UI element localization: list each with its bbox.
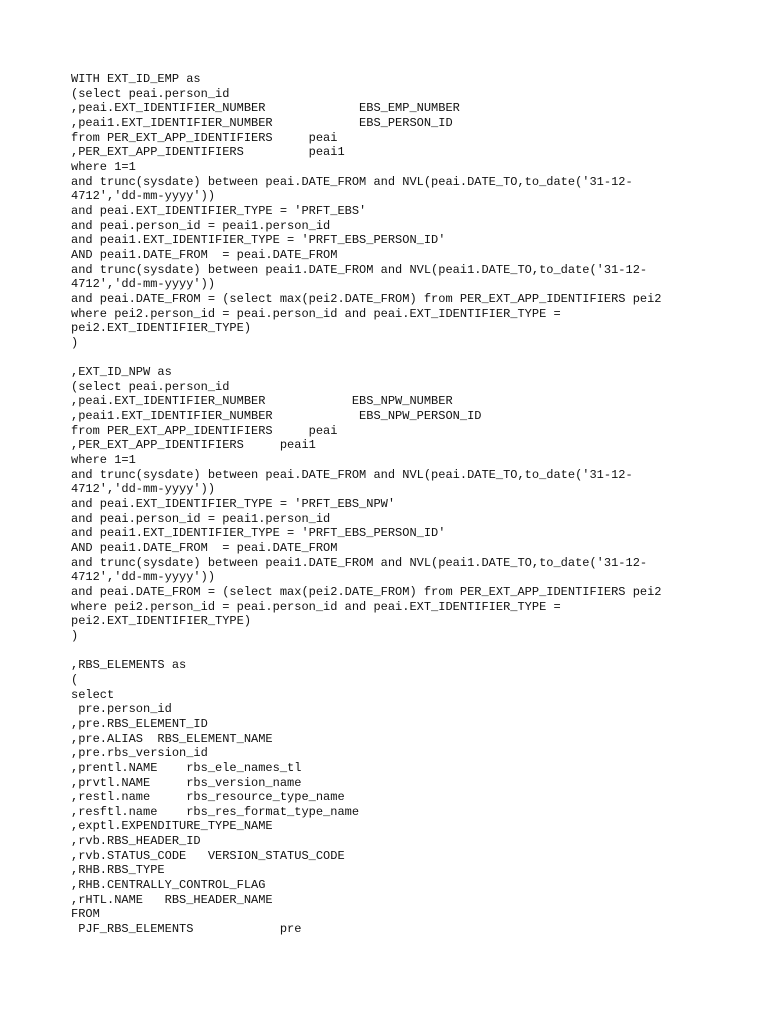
- code-line: FROM: [71, 907, 100, 922]
- code-line: ,EXT_ID_NPW as: [71, 365, 172, 380]
- code-line: ,rvb.STATUS_CODE VERSION_STATUS_CODE: [71, 848, 345, 863]
- code-line: ,pre.ALIAS RBS_ELEMENT_NAME: [71, 731, 273, 746]
- code-line: where pei2.person_id = peai.person_id and peai.EXT_IDENTIFIER_TYPE =: [71, 599, 561, 614]
- code-line: ,peai.EXT_IDENTIFIER_NUMBER EBS_NPW_NUMBER: [71, 394, 453, 409]
- code-line: ,rHTL.NAME RBS_HEADER_NAME: [71, 892, 273, 907]
- code-line: (select peai.person_id: [71, 86, 230, 101]
- code-line: ,RBS_ELEMENTS as: [71, 658, 187, 673]
- code-line: where 1=1: [71, 159, 136, 174]
- code-line: (: [71, 672, 79, 687]
- code-line: ,pre.RBS_ELEMENT_ID: [71, 716, 208, 731]
- code-line: ,peai1.EXT_IDENTIFIER_NUMBER EBS_NPW_PERSON_ID: [71, 409, 482, 424]
- code-line: 4712','dd-mm-yyyy')): [71, 482, 216, 497]
- code-line: and peai.EXT_IDENTIFIER_TYPE = 'PRFT_EBS': [71, 203, 367, 218]
- code-line: pei2.EXT_IDENTIFIER_TYPE): [71, 321, 252, 336]
- code-line: ,restl.name rbs_resource_type_name: [71, 790, 345, 805]
- code-line: ,pre.rbs_version_id: [71, 746, 208, 761]
- code-line: 4712','dd-mm-yyyy')): [71, 277, 216, 292]
- code-line: ,prvtl.NAME rbs_version_name: [71, 775, 302, 790]
- code-line: select: [71, 687, 115, 702]
- code-line: from PER_EXT_APP_IDENTIFIERS peai: [71, 423, 338, 438]
- code-line: and trunc(sysdate) between peai.DATE_FROM and NVL(peai.DATE_TO,to_date('31-12-: [71, 174, 633, 189]
- code-line: 4712','dd-mm-yyyy')): [71, 189, 216, 204]
- code-line: ): [71, 335, 79, 350]
- code-line: and trunc(sysdate) between peai.DATE_FROM and NVL(peai.DATE_TO,to_date('31-12-: [71, 467, 633, 482]
- code-line: ,PER_EXT_APP_IDENTIFIERS peai1: [71, 438, 316, 453]
- code-line: AND peai1.DATE_FROM = peai.DATE_FROM: [71, 541, 338, 555]
- code-line: [71, 350, 761, 365]
- code-line: where 1=1: [71, 453, 136, 468]
- code-line: ): [71, 628, 79, 643]
- code-line: and peai1.EXT_IDENTIFIER_TYPE = 'PRFT_EBS_PERSON_ID': [71, 526, 446, 541]
- sql-code-block: [71, 72, 761, 937]
- code-line: ,RHB.CENTRALLY_CONTROL_FLAG: [71, 878, 266, 893]
- code-line: [71, 644, 761, 659]
- code-line: and peai.DATE_FROM = (select max(pei2.DATE_FROM) from PER_EXT_APP_IDENTIFIERS pei2: [71, 584, 662, 599]
- code-line: 4712','dd-mm-yyyy')): [71, 570, 216, 585]
- code-line: ,RHB.RBS_TYPE: [71, 863, 165, 878]
- code-line: ,peai.EXT_IDENTIFIER_NUMBER EBS_EMP_NUMBER: [71, 101, 460, 116]
- code-line: ,PER_EXT_APP_IDENTIFIERS peai1: [71, 145, 345, 160]
- code-line: ,resftl.name rbs_res_format_type_name: [71, 804, 360, 819]
- code-line: from PER_EXT_APP_IDENTIFIERS peai: [71, 130, 338, 145]
- code-line: (select peai.person_id: [71, 379, 230, 394]
- code-line: AND peai1.DATE_FROM = peai.DATE_FROM: [71, 247, 338, 262]
- code-line: and peai.person_id = peai1.person_id: [71, 218, 331, 233]
- code-line: where pei2.person_id = peai.person_id and peai.EXT_IDENTIFIER_TYPE =: [71, 306, 561, 321]
- code-line: and trunc(sysdate) between peai1.DATE_FROM and NVL(peai1.DATE_TO,to_date('31-12-: [71, 555, 648, 570]
- code-line: and peai.EXT_IDENTIFIER_TYPE = 'PRFT_EBS_NPW': [71, 497, 396, 512]
- code-line: ,peai1.EXT_IDENTIFIER_NUMBER EBS_PERSON_ID: [71, 115, 453, 130]
- code-line: and peai.DATE_FROM = (select max(pei2.DATE_FROM) from PER_EXT_APP_IDENTIFIERS pei2: [71, 291, 662, 306]
- code-line: and peai.person_id = peai1.person_id: [71, 511, 331, 526]
- code-line: ,exptl.EXPENDITURE_TYPE_NAME: [71, 819, 273, 834]
- code-line: pei2.EXT_IDENTIFIER_TYPE): [71, 614, 252, 629]
- code-line: ,prentl.NAME rbs_ele_names_tl: [71, 760, 302, 775]
- code-line: and peai1.EXT_IDENTIFIER_TYPE = 'PRFT_EBS_PERSON_ID': [71, 233, 446, 248]
- code-line: pre.person_id: [71, 702, 172, 717]
- code-line: PJF_RBS_ELEMENTS pre: [71, 922, 302, 937]
- code-line: WITH EXT_ID_EMP as: [71, 72, 201, 86]
- code-line: and trunc(sysdate) between peai1.DATE_FROM and NVL(peai1.DATE_TO,to_date('31-12-: [71, 262, 648, 277]
- code-line: ,rvb.RBS_HEADER_ID: [71, 834, 201, 849]
